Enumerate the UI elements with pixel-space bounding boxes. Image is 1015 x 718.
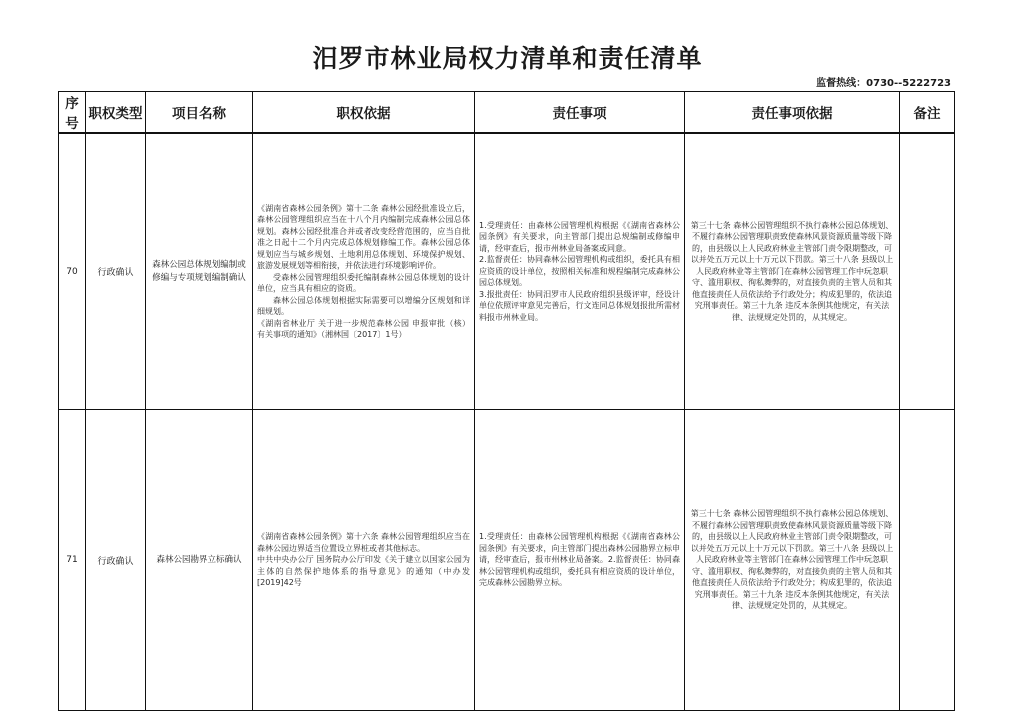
table-row [59, 133, 955, 410]
row-serial: 71 [59, 410, 86, 711]
basis-paragraph: 《湖南省林业厅 关于进一步规范森林公园 申报审批（核）有关事项的通知》（湘林国〔2017〕1号） [257, 318, 470, 339]
row-item-name: 森林公园勘界立标确认 [146, 410, 253, 711]
duty-paragraph: 3.报批责任：协同汨罗市人民政府组织县级评审，经设计单位依照评审意见完善后，行文连同总体规划报批所需材料报市州林业局。 [479, 289, 680, 322]
row-remarks [900, 133, 955, 410]
header-duties: 责任事项 [475, 92, 685, 134]
basis-paragraph: 森林公园总体规划根据实际需要可以增编分区规划和详细规划。 [257, 295, 470, 316]
duty-paragraph: 2.监督责任：协同森林公园管理机构或组织，委托具有相应资质的设计单位，按照相关标准和规程编制完成森林公园总体规划。 [479, 255, 680, 288]
header-remarks: 备注 [900, 92, 955, 134]
duty-paragraph: 1.受理责任：由森林公园管理机构根据《《湖南省森林公园条例》有关要求，向主管部门提出总规编制或修编申请，经审查后，报市州林业局备案或同意。 [479, 220, 680, 253]
basis-paragraph: 中共中央办公厅 国务院办公厅印发《关于建立以国家公园为主体的自然保护地体系的指导意见》的通知（中办发[2019]42号 [257, 555, 470, 588]
duty-basis-text: 第三十七条 森林公园管理组织不执行森林公园总体规划、不履行森林公园管理职责致使森林风景资源质量等级下降的，由县级以上人民政府林业主管部门责令限期整改，可以并处五万元以上十万元以下罚款。第三十八条 县级以上人民政府林业等主管部门在森林公园管理工作中玩忽职守、滥用职权、徇私舞弊的，对直接负责的主管人员和其他直接责任人员依法给予行政处分；构成犯罪的，依法追究刑事责任。第三十九条 违反本条例其他规定，有关法律、法规规定处罚的，从其规定。 [690, 220, 894, 322]
row-power-basis [253, 410, 475, 711]
table-header-row [59, 92, 955, 134]
header-duty-basis: 责任事项依据 [685, 92, 900, 134]
supervision-hotline: 监督热线：0730--5222723 [816, 78, 951, 89]
row-power-basis [253, 133, 475, 410]
header-item-name: 项目名称 [146, 92, 253, 134]
row-duties [475, 410, 685, 711]
header-serial: 序号 [59, 92, 86, 134]
duty-basis-text: 第三十七条 森林公园管理组织不执行森林公园总体规划、不履行森林公园管理职责致使森林风景资源质量等级下降的，由县级以上人民政府林业主管部门责令限期整改，可以并处五万元以上十万元以下罚款。第三十八条 县级以上人民政府林业等主管部门在森林公园管理工作中玩忽职守、滥用职权、徇私舞弊的，对直接负责的主管人员和其他直接责任人员依法给予行政处分；构成犯罪的，依法追究刑事责任。第三十九条 违反本条例其他规定，有关法律、法规规定处罚的，从其规定。 [690, 509, 894, 611]
page-title: 汨罗市林业局权力清单和责任清单 [312, 44, 703, 73]
row-power-type: 行政确认 [86, 410, 146, 711]
header-power-basis: 职权依据 [253, 92, 475, 134]
basis-paragraph: 《湖南省森林公园条例》第十二条 森林公园经批准设立后，森林公园管理组织应当在十八个月内编制完成森林公园总体规划。森林公园经批准合并或者改变经营范围的，应当自批准之日起十二个月内完成总体规划修编工作。森林公园总体规划应当与城乡规划、土地利用总体规划、环境保护规划、旅游发展规划等相衔接，并依法进行环境影响评价。 [257, 203, 470, 270]
table-row [59, 410, 955, 711]
row-duties [475, 133, 685, 410]
basis-paragraph: 受森林公园管理组织委托编制森林公园总体规划的设计单位，应当具有相应的资质。 [257, 272, 470, 293]
row-remarks [900, 410, 955, 711]
duty-paragraph: 1.受理责任：由森林公园管理机构根据《《湖南省森林公园条例》有关要求，向主管部门提出森林公园勘界立标申请，经审查后，报市州林业局备案。2.监督责任：协同森林公园管理机构或组织，委托具有相应资质的设计单位，完成森林公园勘界立标。 [479, 532, 680, 588]
power-responsibility-table [58, 91, 955, 711]
row-serial: 70 [59, 133, 86, 410]
row-power-type: 行政确认 [86, 133, 146, 410]
row-duty-basis [685, 133, 900, 410]
header-power-type: 职权类型 [86, 92, 146, 134]
row-item-name: 森林公园总体规划编制或修编与专项规划编制确认 [146, 133, 253, 410]
basis-paragraph: 《湖南省森林公园条例》第十六条 森林公园管理组织应当在森林公园边界适当位置设立界桩或者其他标志。 [257, 532, 470, 553]
row-duty-basis [685, 410, 900, 711]
